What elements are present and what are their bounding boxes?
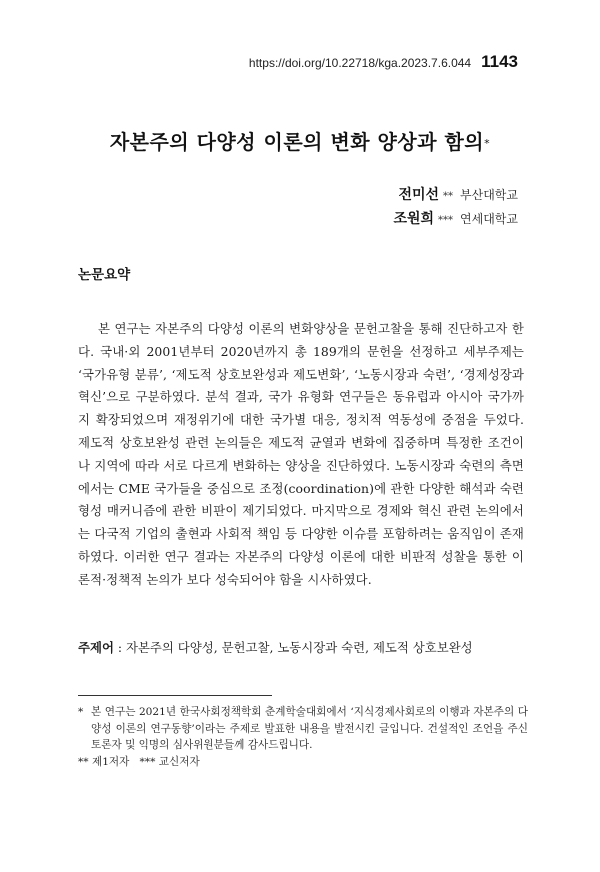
author-entry [393,184,518,208]
abstract-body: 본 연구는 자본주의 다양성 이론의 변화양상을 문헌고찰을 통해 진단하고자 한다. 국내·외 2001년부터 2020년까지 총 189개의 문헌을 선정하고 세부주제는 ‘국가유형 분류’, ‘제도적 상호보완성과 제도변화’, ‘노동시장과 숙련’, ‘경제성장과 혁신’으로 구분하였다. 분석 결과, 국가 유형화 연구들은 동유럽과 아시아 국가까지 확장되었으며 재정위기에 대한 국가별 대응, 정치적 역동성에 중점을 두었다. 제도적 상호보완성 관련 논의들은 제도적 균열과 변화에 집중하며 특정한 조건이나 지역에 따라 서로 다르게 변화하는 양상을 진단하였다. 노동시장과 숙련의 측면에서는 CME 국가들을 중심으로 조정(coordination)에 관한 다양한 해석과 숙련형성 매커니즘에 관한 비판이 제기되었다. 마지막으로 경제와 혁신 관련 논의에서는 다국적 기업의 출현과 사회적 책임 등 다양한 이슈를 포함하려는 움직임이 존재하였다. 이러한 연구 결과는 자본주의 다양성 이론에 대한 비판적 성찰을 통한 이론적·정책적 논의가 보다 성숙되어야 함을 시사하였다. [78,321,524,587]
keywords-label: 주제어 [78,640,114,655]
footnote-item [78,704,528,754]
author-affiliation: 연세대학교 [460,212,518,226]
footnote-text: ** 제1저자 *** 교신저자 [78,755,200,768]
author-list [393,184,518,232]
author-name: 조원희 [393,211,435,227]
footnotes [78,704,528,770]
doi-link[interactable]: https://doi.org/10.22718/kga.2023.7.6.044 [248,56,472,70]
footnote-mark: * [78,706,84,718]
footnote-divider [78,695,272,696]
paper-title [0,126,600,155]
keywords-separator: : [113,640,126,655]
page-header [249,52,518,76]
keywords-text: 자본주의 다양성, 문헌고찰, 노동시장과 숙련, 제도적 상호보완성 [125,640,473,655]
author-name: 전미선 [398,187,440,203]
title-footnote-mark: * [484,137,491,150]
footnote-item [78,754,528,771]
author-mark: *** [438,215,454,226]
footnote-text: 본 연구는 2021년 한국사회정책학회 춘계학술대회에서 ‘지식경제사회로의 이행과 자본주의 다양성 이론의 연구동향’이라는 주제로 발표한 내용을 발전시킨 글입니다. 건설적인 조언을 주신 토론자 및 익명의 심사위원분들께 감사드립니다. [91,706,528,751]
author-mark: ** [443,191,454,202]
author-entry [393,208,518,232]
keywords [78,638,528,658]
author-affiliation: 부산대학교 [460,188,518,202]
abstract-heading: 논문요약 [78,267,131,283]
paper-title-text: 자본주의 다양성 이론의 변화 양상과 함의 [109,130,485,154]
page-number: 1143 [481,52,518,71]
